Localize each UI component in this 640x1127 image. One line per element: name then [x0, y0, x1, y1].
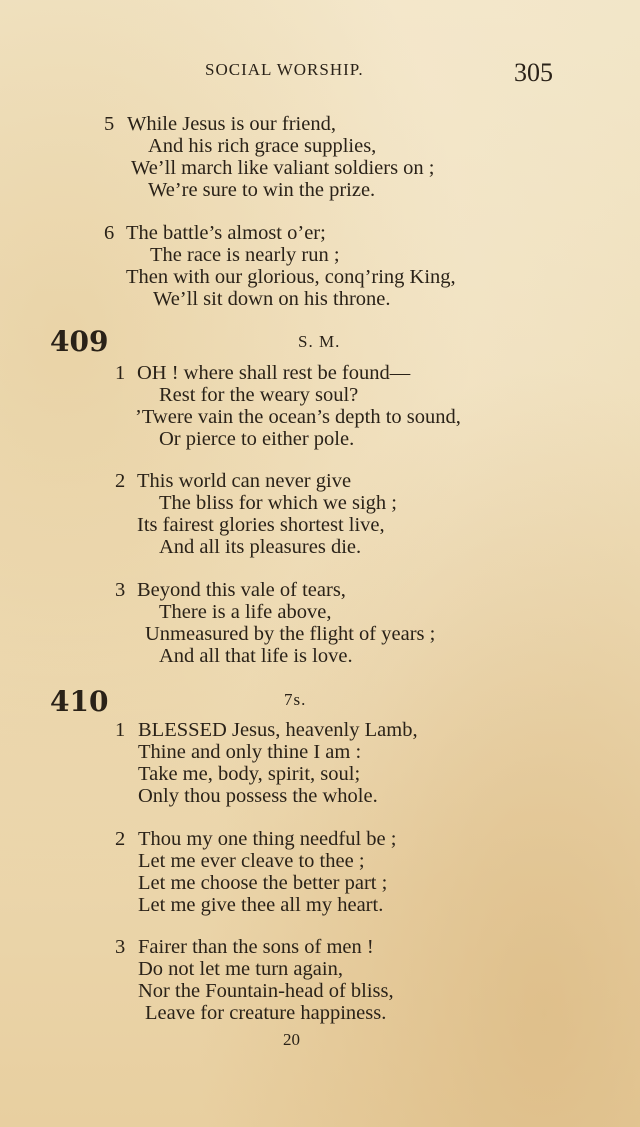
verse-line: We’ll sit down on his throne.	[153, 288, 391, 310]
verse-number: 1	[115, 719, 126, 741]
verse-line: There is a life above,	[159, 601, 332, 623]
hymn-number: 409	[50, 325, 109, 358]
verse-line: And his rich grace supplies,	[148, 135, 377, 157]
verse-number: 2	[115, 470, 126, 492]
verse-number: 5	[104, 113, 115, 135]
hymn-number: 410	[50, 685, 109, 718]
verse-line: We’ll march like valiant soldiers on ;	[131, 157, 435, 179]
verse-number: 3	[115, 579, 126, 601]
verse-line: Do not let me turn again,	[138, 958, 343, 980]
verse-line: The battle’s almost o’er;	[126, 222, 326, 244]
verse-line: Its fairest glories shortest live,	[137, 514, 385, 536]
verse-line: Leave for creature happiness.	[145, 1002, 387, 1024]
verse-line: Let me choose the better part ;	[138, 872, 388, 894]
verse-line: BLESSED Jesus, heavenly Lamb,	[138, 719, 418, 741]
running-header: SOCIAL WORSHIP.	[205, 60, 364, 79]
verse-line: The race is nearly run ;	[150, 244, 340, 266]
signature-mark: 20	[283, 1030, 300, 1049]
verse-line: And all its pleasures die.	[159, 536, 362, 558]
verse-line: And all that life is love.	[159, 645, 353, 667]
verse-line: Then with our glorious, conq’ring King,	[126, 266, 456, 288]
verse-line: ’Twere vain the ocean’s depth to sound,	[135, 406, 461, 428]
verse-line: This world can never give	[137, 470, 352, 492]
verse-line: Or pierce to either pole.	[159, 428, 355, 450]
verse-line: Let me ever cleave to thee ;	[138, 850, 365, 872]
page-number: 305	[514, 58, 553, 87]
verse-line: Rest for the weary soul?	[159, 384, 359, 406]
hymn-meter: S. M.	[298, 332, 341, 351]
verse-line: The bliss for which we sigh ;	[159, 492, 397, 514]
verse-line: Let me give thee all my heart.	[138, 894, 384, 916]
verse-line: Unmeasured by the flight of years ;	[145, 623, 436, 645]
verse-number: 2	[115, 828, 126, 850]
verse-number: 1	[115, 362, 126, 384]
verse-line: Fairer than the sons of men !	[138, 936, 374, 958]
verse-number: 3	[115, 936, 126, 958]
verse-line: Beyond this vale of tears,	[137, 579, 346, 601]
verse-line: While Jesus is our friend,	[127, 113, 336, 135]
verse-number: 6	[104, 222, 115, 244]
verse-line: OH ! where shall rest be found—	[137, 362, 411, 384]
verse-line: Thou my one thing needful be ;	[138, 828, 397, 850]
verse-line: We’re sure to win the prize.	[148, 179, 376, 201]
hymn-meter: 7s.	[284, 690, 307, 709]
verse-line: Thine and only thine I am :	[138, 741, 362, 763]
verse-line: Nor the Fountain-head of bliss,	[138, 980, 394, 1002]
verse-line: Take me, body, spirit, soul;	[138, 763, 361, 785]
verse-line: Only thou possess the whole.	[138, 785, 378, 807]
